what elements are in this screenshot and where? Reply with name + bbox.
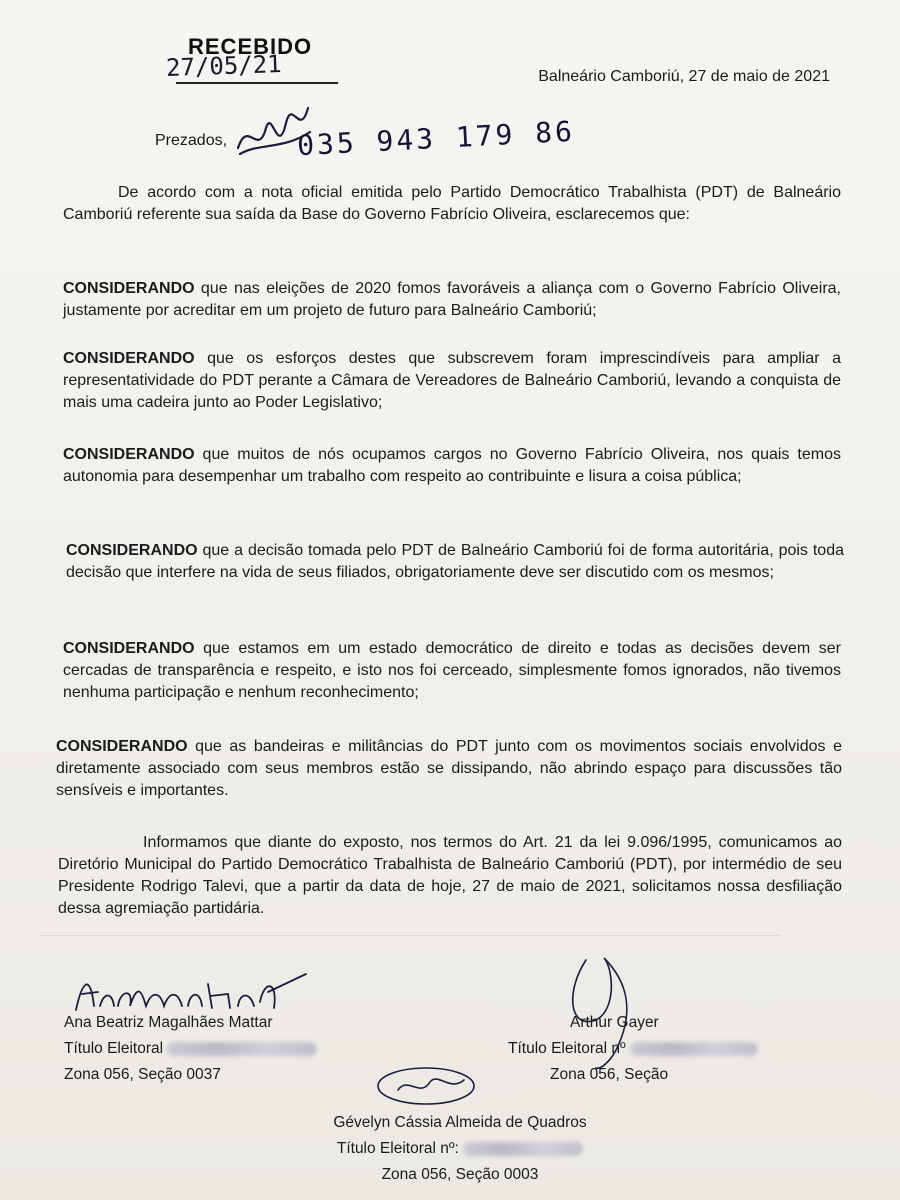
considerando-label: CONSIDERANDO — [63, 350, 195, 367]
signatory-name: Gévelyn Cássia Almeida de Quadros — [333, 1114, 587, 1131]
considerando-text: que estamos em um estado democrático de direito e todas as decisões devem ser cercadas de transparência e respeito, e isto nos foi cerceado, simplesmente fomos ignorados, não tivemos nenhuma participação e nenhum reconhecimento; — [63, 640, 841, 701]
considerando-label: CONSIDERANDO — [63, 446, 195, 463]
redacted-number — [463, 1142, 583, 1156]
considerando-label: CONSIDERANDO — [63, 280, 195, 297]
signatory-name: Arthur Gayer — [570, 1014, 659, 1031]
considerando-paragraph — [63, 278, 841, 322]
signature-gevelyn — [368, 1056, 488, 1116]
signatory-ana — [64, 1010, 317, 1088]
stamp-underline — [176, 82, 338, 84]
considerando-text: que os esforços destes que subscrevem foram imprescindíveis para ampliar a representatividade do PDT perante a Câmara de Vereadores de Balneário Camboriú, levando a conquista de mais uma cadeira junto ao Poder Legislativo; — [63, 350, 841, 411]
considerando-paragraph — [63, 638, 841, 704]
signatory-zone: Zona 056, Seção 0037 — [64, 1066, 221, 1083]
considerando-label: CONSIDERANDO — [56, 738, 188, 755]
considerando-paragraph — [66, 540, 844, 584]
received-stamp: RECEBIDO — [188, 34, 313, 59]
considerando-text: que muitos de nós ocupamos cargos no Governo Fabrício Oliveira, nos quais temos autonomia para desempenhar um trabalho com respeito ao contribuinte e lisura a coisa pública; — [63, 446, 841, 485]
greeting: Prezados, — [155, 132, 228, 149]
signatory-name: Ana Beatriz Magalhães Mattar — [64, 1014, 273, 1031]
considerando-paragraph — [56, 736, 842, 802]
considerando-paragraph — [63, 348, 841, 414]
redacted-number — [630, 1042, 758, 1056]
signatory-zone: Zona 056, Seção — [550, 1066, 669, 1083]
received-stamp-date: 27/05/21 — [165, 49, 283, 83]
signatory-voter-id: Título Eleitoral nº: — [300, 1136, 620, 1162]
considerando-text: que as bandeiras e militâncias do PDT junto com os movimentos sociais envolvidos e diretamente associado com seus membros estão se dissipando, não abrindo espaço para discussões tão sensíveis e importantes. — [56, 738, 842, 799]
faint-divider — [40, 935, 780, 936]
intro-paragraph: De acordo com a nota oficial emitida pelo Partido Democrático Trabalhista (PDT) de Balneário Camboriú referente sua saída da Base do Governo Fabrício Oliveira, esclarecemos que: — [63, 184, 841, 223]
signatory-gevelyn — [300, 1110, 620, 1188]
closing-paragraph: Informamos que diante do exposto, nos termos do Art. 21 da lei 9.096/1995, comunicamos ao Diretório Municipal do Partido Democrático Trabalhista de Balneário Camboriú (PDT), por intermédio de seu Presidente Rodrigo Talevi, que a partir da data de hoje, 27 de maio de 2021, solicitamos nossa desfiliação dessa agremiação partidária. — [58, 834, 842, 917]
document-date: Balneário Camboriú, 27 de maio de 2021 — [538, 68, 830, 85]
considerando-text: que a decisão tomada pelo PDT de Balneário Camboriú foi de forma autoritária, pois toda decisão que interfere na vida de seus filiados, obrigatoriamente deve ser discutido com os mesmos; — [66, 542, 844, 581]
considerando-label: CONSIDERANDO — [66, 542, 198, 559]
handwritten-number: 035 943 179 86 — [296, 114, 576, 163]
signatory-arthur — [508, 1010, 758, 1088]
signatory-zone: Zona 056, Seção 0003 — [381, 1166, 539, 1183]
considerando-label: CONSIDERANDO — [63, 640, 195, 657]
signatory-voter-id: Título Eleitoral — [64, 1036, 317, 1062]
signatory-voter-id: Título Eleitoral nº — [508, 1036, 758, 1062]
considerando-paragraph — [63, 444, 841, 488]
redacted-number — [167, 1042, 317, 1056]
considerando-text: que nas eleições de 2020 fomos favoráveis a aliança com o Governo Fabrício Oliveira, justamente por acreditar em um projeto de futuro para Balneário Camboriú; — [63, 280, 841, 319]
